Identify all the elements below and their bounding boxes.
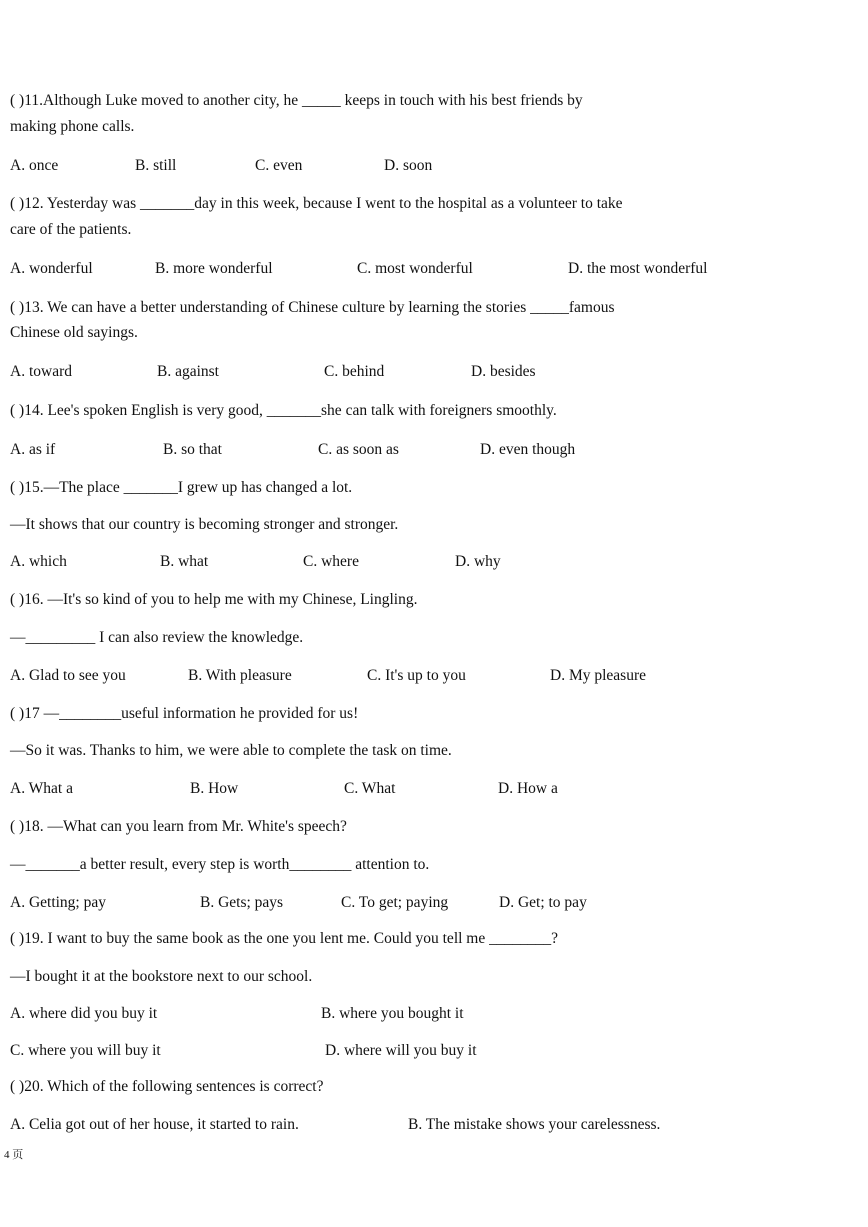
question-14-option-c: C. as soon as <box>318 441 399 458</box>
question-12-line-2: care of the patients. <box>10 221 132 238</box>
question-18-line-1: ( )18. —What can you learn from Mr. White's speech? <box>10 818 347 835</box>
question-11-option-a: A. once <box>10 157 59 174</box>
question-11-line-1: ( )11.Although Luke moved to another city, he _____ keeps in touch with his best friends by <box>10 92 583 109</box>
question-13-line-2: Chinese old sayings. <box>10 324 138 341</box>
question-19-line-2: —I bought it at the bookstore next to our school. <box>10 968 313 985</box>
question-19-line-1: ( )19. I want to buy the same book as the one you lent me. Could you tell me ________? <box>10 930 558 947</box>
question-16-option-c: C. It's up to you <box>367 667 466 684</box>
question-12-option-d: D. the most wonderful <box>568 260 708 277</box>
question-18-option-b: B. Gets; pays <box>200 894 284 911</box>
question-11-option-c: C. even <box>255 157 303 174</box>
question-14-line-1: ( )14. Lee's spoken English is very good, _______she can talk with foreigners smoothly. <box>10 402 557 419</box>
question-12-line-1: ( )12. Yesterday was _______day in this week, because I went to the hospital as a volunteer to take <box>10 195 623 212</box>
question-14-option-a: A. as if <box>10 441 56 458</box>
question-15-option-b: B. what <box>160 553 209 570</box>
question-15-line-2: —It shows that our country is becoming stronger and stronger. <box>10 516 399 533</box>
question-12-option-c: C. most wonderful <box>357 260 473 277</box>
question-13-line-1: ( )13. We can have a better understanding of Chinese culture by learning the stories _____famous <box>10 299 615 316</box>
question-12-option-b: B. more wonderful <box>155 260 273 277</box>
question-12-option-a: A. wonderful <box>10 260 93 277</box>
question-19-option-c: C. where you will buy it <box>10 1042 161 1059</box>
question-20-option-b: B. The mistake shows your carelessness. <box>408 1116 661 1133</box>
question-17-line-1: ( )17 —________useful information he provided for us! <box>10 705 359 722</box>
question-19-option-b: B. where you bought it <box>321 1005 464 1022</box>
question-11-option-d: D. soon <box>384 157 433 174</box>
question-17-line-2: —So it was. Thanks to him, we were able to complete the task on time. <box>10 742 452 759</box>
question-13-option-c: C. behind <box>324 363 385 380</box>
question-13-option-a: A. toward <box>10 363 72 380</box>
question-17-option-c: C. What <box>344 780 396 797</box>
question-14-option-b: B. so that <box>163 441 222 458</box>
question-16-option-b: B. With pleasure <box>188 667 292 684</box>
question-15-line-1: ( )15.—The place _______I grew up has changed a lot. <box>10 479 353 496</box>
question-18-option-c: C. To get; paying <box>341 894 449 911</box>
question-13-option-d: D. besides <box>471 363 536 380</box>
question-15-option-a: A. which <box>10 553 67 570</box>
question-18-option-d: D. Get; to pay <box>499 894 587 911</box>
question-20-option-a: A. Celia got out of her house, it started to rain. <box>10 1116 299 1133</box>
question-15-option-c: C. where <box>303 553 359 570</box>
question-20-line-1: ( )20. Which of the following sentences is correct? <box>10 1078 324 1095</box>
question-16-option-d: D. My pleasure <box>550 667 646 684</box>
question-18-option-a: A. Getting; pay <box>10 894 106 911</box>
question-19-option-d: D. where will you buy it <box>325 1042 477 1059</box>
question-16-option-a: A. Glad to see you <box>10 667 126 684</box>
question-11-line-2: making phone calls. <box>10 118 135 135</box>
question-17-option-b: B. How <box>190 780 239 797</box>
question-11-option-b: B. still <box>135 157 177 174</box>
question-16-line-2: —_________ I can also review the knowledge. <box>10 629 304 646</box>
question-14-option-d: D. even though <box>480 441 576 458</box>
question-17-option-d: D. How a <box>498 780 558 797</box>
question-18-line-2: —_______a better result, every step is worth________ attention to. <box>10 856 430 873</box>
question-17-option-a: A. What a <box>10 780 73 797</box>
page-number: 4 页 <box>4 1149 24 1161</box>
question-13-option-b: B. against <box>157 363 219 380</box>
question-15-option-d: D. why <box>455 553 501 570</box>
question-19-option-a: A. where did you buy it <box>10 1005 158 1022</box>
question-16-line-1: ( )16. —It's so kind of you to help me with my Chinese, Lingling. <box>10 591 418 608</box>
